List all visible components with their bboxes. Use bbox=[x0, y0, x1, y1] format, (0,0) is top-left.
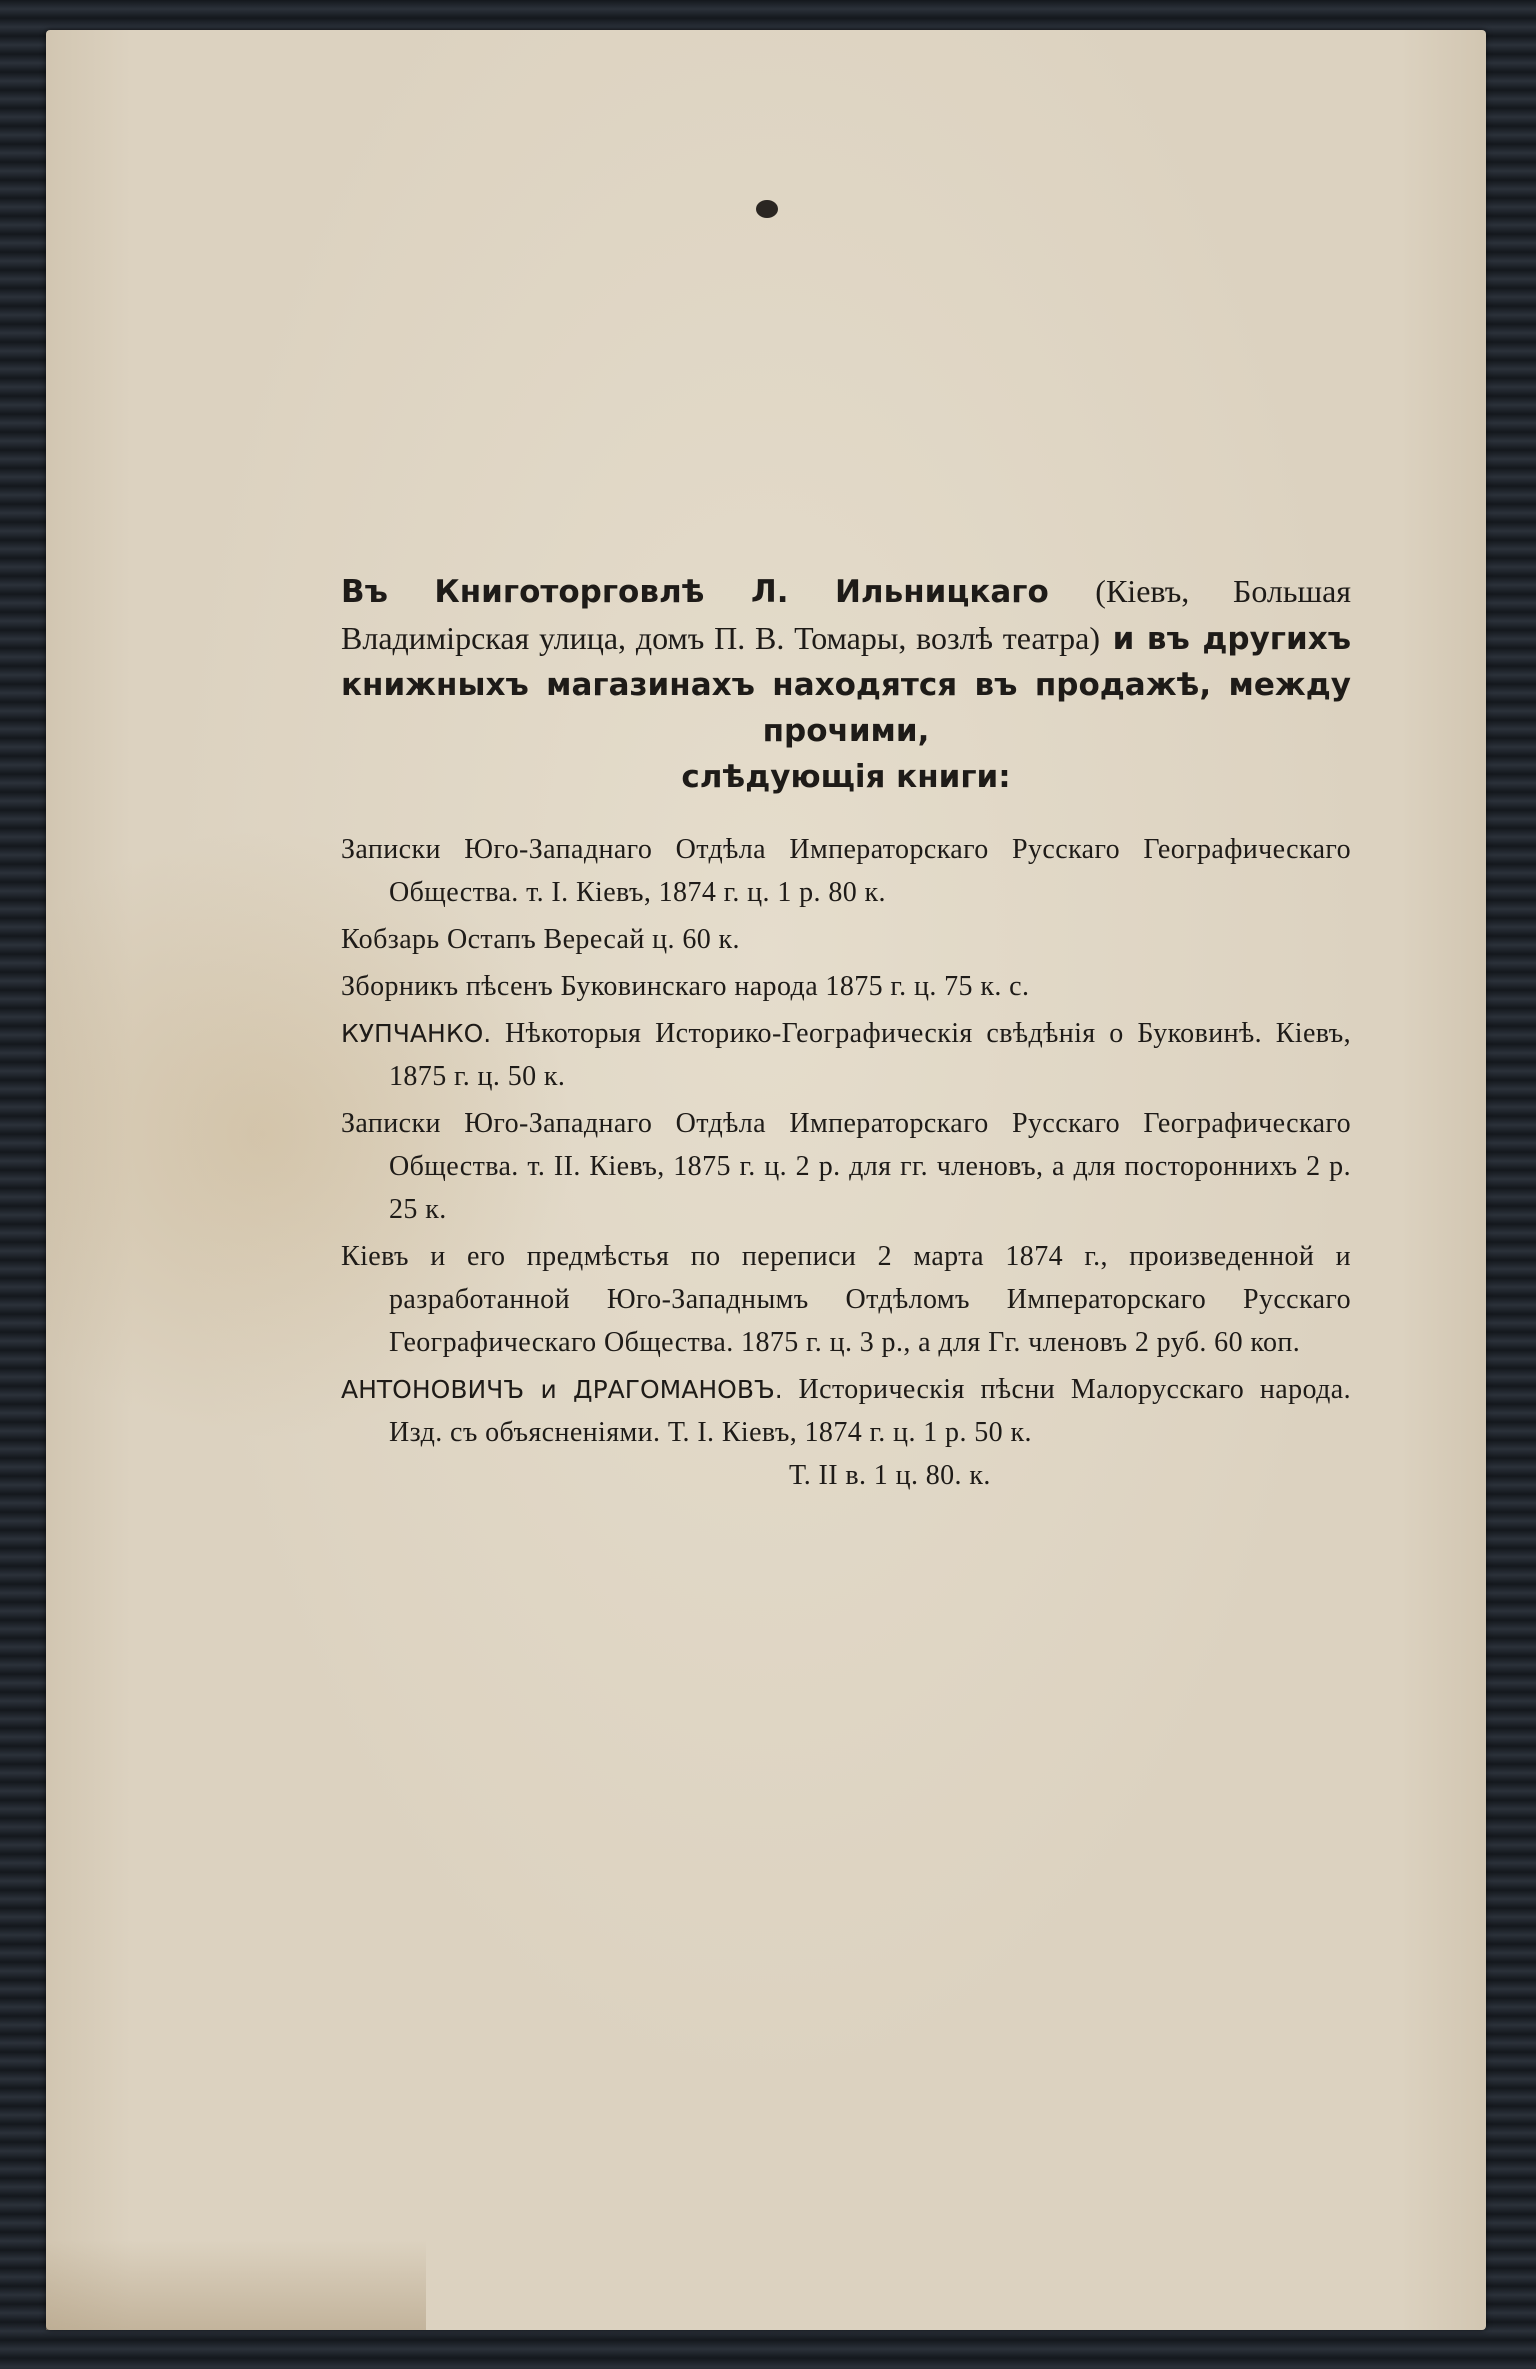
book-entry-author: КУПЧАНКО. bbox=[341, 1019, 492, 1048]
book-entry-text: Записки Юго-Западнаго Отдѣла Императорскаго Русскаго Географическаго Общества. т. II. Кіевъ, 1875 г. ц. 2 р. для гг. членовъ, а для постороннихъ 2 р. 25 к. bbox=[341, 1108, 1351, 1225]
book-entry-text: Нѣкоторыя Историко-Географическія свѣдѣнія о Буковинѣ. Кіевъ, 1875 г. ц. 50 к. bbox=[389, 1018, 1351, 1092]
book-entry-text: Кіевъ и его предмѣстья по переписи 2 марта 1874 г., произведенной и разработанной Юго-Западнымъ Отдѣломъ Императорскаго Русскаго Географическаго Общества. 1875 г. ц. 3 р., а для Гг. членовъ 2 руб. 60 коп. bbox=[341, 1241, 1351, 1358]
intro-bookshop: Въ Книготорговлѣ Л. Ильницкаго bbox=[341, 574, 1049, 610]
book-entry-2 bbox=[341, 918, 1351, 961]
book-entry-1 bbox=[341, 828, 1351, 914]
book-entry-text: Записки Юго-Западнаго Отдѣла Императорскаго Русскаго Географическаго Общества. т. I. Кіевъ, 1874 г. ц. 1 р. 80 к. bbox=[341, 834, 1351, 908]
book-entry-text: Кобзарь Остапъ Вересай ц. 60 к. bbox=[341, 924, 740, 955]
intro-address: (Кіевъ, Большая Владимірская улица, домъ П. В. Томары, возлѣ театра) bbox=[341, 573, 1352, 656]
intro-other-shops: и въ другихъ книжныхъ магазинахъ находятся въ продажѣ, между прочими, bbox=[341, 621, 1351, 749]
book-entry-6 bbox=[341, 1235, 1351, 1364]
book-entry-7 bbox=[341, 1368, 1351, 1497]
intro-following-books: слѣдующія книги: bbox=[681, 759, 1011, 795]
book-entry-4 bbox=[341, 1012, 1351, 1098]
book-entry-3 bbox=[341, 965, 1351, 1008]
book-list bbox=[341, 828, 1351, 1497]
advertisement-content bbox=[341, 568, 1351, 1501]
page-sheet bbox=[46, 30, 1486, 2330]
book-entry-subline: Т. II в. 1 ц. 80. к. bbox=[789, 1460, 991, 1491]
intro-paragraph bbox=[341, 568, 1351, 800]
book-entry-text: Историческія пѣсни Малорусскаго народа. Изд. съ объясненіями. Т. I. Кіевъ, 1874 г. ц. 1 р. 50 к. bbox=[389, 1374, 1351, 1448]
binding-hole bbox=[756, 200, 778, 218]
book-entry-5 bbox=[341, 1102, 1351, 1231]
book-entry-author: АНТОНОВИЧЪ и ДРАГОМАНОВЪ. bbox=[341, 1375, 783, 1404]
worn-edge bbox=[46, 2240, 426, 2330]
book-entry-text: Зборникъ пѣсенъ Буковинскаго народа 1875 г. ц. 75 к. с. bbox=[341, 971, 1030, 1002]
